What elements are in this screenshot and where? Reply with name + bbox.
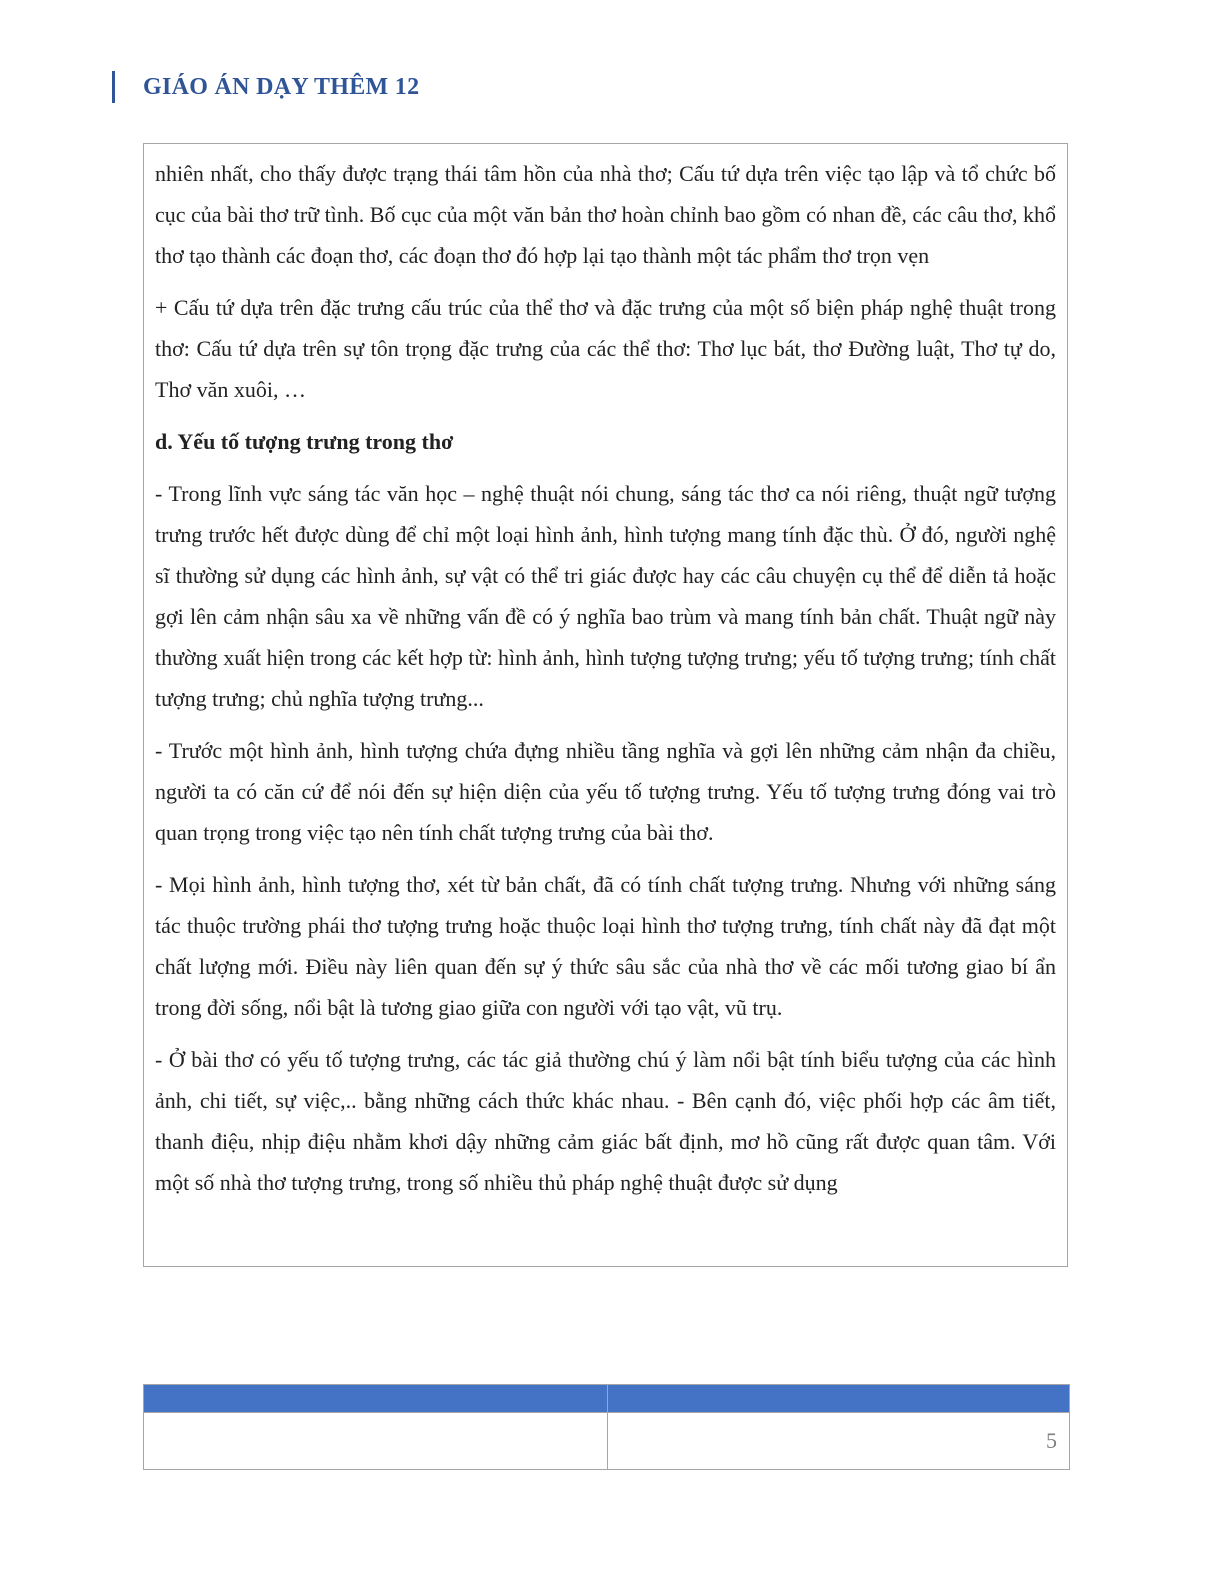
- header-title: GIÁO ÁN DẠY THÊM 12: [143, 73, 420, 100]
- content-box: [143, 143, 1068, 1267]
- footer-band-right: [608, 1385, 1070, 1413]
- paragraph-4: - Trước một hình ảnh, hình tượng chứa đựng nhiều tầng nghĩa và gợi lên những cảm nhận đa chiều, người ta có căn cứ để nói đến sự hiện diện của yếu tố tượng trưng. Yếu tố tượng trưng đóng vai trò quan trọng trong việc tạo nên tính chất tượng trưng của bài thơ.: [155, 738, 1056, 845]
- page-header: [112, 70, 419, 104]
- footer-band: [144, 1385, 1070, 1413]
- header-accent-bar: [112, 71, 115, 103]
- paragraph-2: + Cấu tứ dựa trên đặc trưng cấu trúc của thể thơ và đặc trưng của một số biện pháp nghệ thuật trong thơ: Cấu tứ dựa trên sự tôn trọng đặc trưng của các thể thơ: Thơ lục bát, thơ Đường luật, Thơ tự do, Thơ văn xuôi, …: [155, 295, 1056, 402]
- section-heading: d. Yếu tố tượng trưng trong thơ: [155, 429, 454, 454]
- paragraph-5: - Mọi hình ảnh, hình tượng thơ, xét từ bản chất, đã có tính chất tượng trưng. Nhưng với những sáng tác thuộc trường phái thơ tượng trưng hoặc thuộc loại hình thơ tượng trưng, tính chất này đã đạt một chất lượng mới. Điều này liên quan đến sự ý thức sâu sắc của nhà thơ về các mối tương giao bí ẩn trong đời sống, nổi bật là tương giao giữa con người với tạo vật, vũ trụ.: [155, 872, 1056, 1020]
- footer-band-left: [144, 1385, 608, 1413]
- page-number: 5: [608, 1413, 1070, 1470]
- paragraph-3: - Trong lĩnh vực sáng tác văn học – nghệ thuật nói chung, sáng tác thơ ca nói riêng, thuật ngữ tượng trưng trước hết được dùng để chỉ một loại hình ảnh, hình tượng mang tính đặc thù. Ở đó, người nghệ sĩ thường sử dụng các hình ảnh, sự vật có thể tri giác được hay các câu chuyện cụ thể để diễn tả hoặc gợi lên cảm nhận sâu xa về những vấn đề có ý nghĩa bao trùm và mang tính bản chất. Thuật ngữ này thường xuất hiện trong các kết hợp từ: hình ảnh, hình tượng tượng trưng; yếu tố tượng trưng; tính chất tượng trưng; chủ nghĩa tượng trưng...: [155, 481, 1056, 711]
- paragraph-1: nhiên nhất, cho thấy được trạng thái tâm hồn của nhà thơ; Cấu tứ dựa trên việc tạo lập và tổ chức bố cục của bài thơ trữ tình. Bố cục của một văn bản thơ hoàn chỉnh bao gồm có nhan đề, các câu thơ, khổ thơ tạo thành các đoạn thơ, các đoạn thơ đó hợp lại tạo thành một tác phẩm thơ trọn vẹn: [155, 161, 1056, 268]
- footer-cell-left: [144, 1413, 608, 1470]
- footer-row: [144, 1413, 1070, 1470]
- page-footer: [143, 1384, 1070, 1470]
- paragraph-6: - Ở bài thơ có yếu tố tượng trưng, các tác giả thường chú ý làm nổi bật tính biểu tượng của các hình ảnh, chi tiết, sự việc,.. bằng những cách thức khác nhau. - Bên cạnh đó, việc phối hợp các âm tiết, thanh điệu, nhịp điệu nhằm khơi dậy những cảm giác bất định, mơ hồ cũng rất được quan tâm. Với một số nhà thơ tượng trưng, trong số nhiều thủ pháp nghệ thuật được sử dụng: [155, 1047, 1056, 1195]
